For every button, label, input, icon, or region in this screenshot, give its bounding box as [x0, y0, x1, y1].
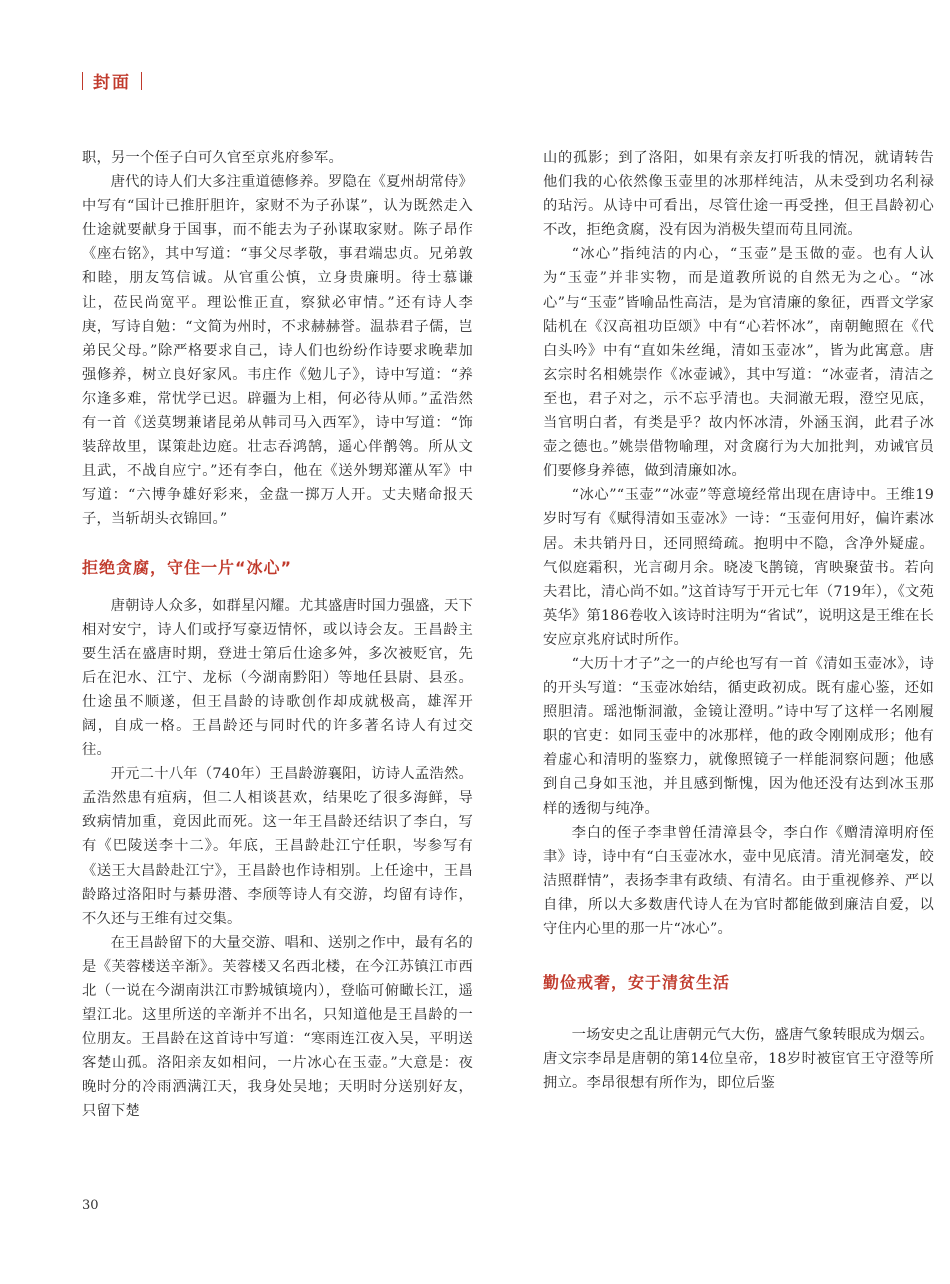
- paragraph-9: 一场安史之乱让唐朝元气大伤，盛唐气象转眼成为烟云。唐文宗李昂是唐朝的第14位皇帝，18岁时被宦官王守澄等所拥立。李昂很想有所作为，即位后鉴: [543, 1027, 935, 1092]
- paragraph-3: 开元二十八年（740年）王昌龄游襄阳，访诗人孟浩然。孟浩然患有疽病，但二人相谈甚欢，结果吃了很多海鲜，导致病情加重，竟因此而死。这一年王昌龄还结识了李白，写有《巴陵送李十二》。年底，王昌龄赴江宁任职，岑参写有《送王大昌龄赴江宁》，王昌龄也作诗相别。上任途中，王昌龄路过洛阳时与綦毋潜、李颀等诗人有交游，均留有诗作，不久还与王维有过交集。: [82, 766, 473, 927]
- paragraph-7: “大历十才子”之一的卢纶也写有一首《清如玉壶冰》，诗的开头写道：“玉壶冰始结，循吏政初成。既有虚心鉴，还如照胆清。瑶池惭洞澈，金镜让澄明。”诗中写了这样一名刚履职的官吏：如同玉壶中的冰那样，他的政令刚刚成形；他有着虚心和清明的鉴察力，就像照镜子一样能洞察问题；他感到自己身如玉池，并且感到惭愧，因为他还没有达到冰玉那样的透彻与纯净。: [543, 655, 934, 817]
- right-column: [543, 146, 934, 1095]
- paragraph-continued: 山的孤影；到了洛阳，如果有亲友打听我的情况，就请转告他们我的心依然像玉壶里的冰那样纯洁，从未受到功名利禄的玷污。从诗中可看出，尽管仕途一再受挫，但王昌龄初心不改，拒绝贪腐，没有因为消极失望而苟且同流。: [543, 150, 934, 239]
- paragraph-8: 李白的侄子李聿曾任清漳县令，李白作《赠清漳明府侄聿》诗，诗中有“白玉壶冰水，壶中见底清。清光洞毫发，皎洁照群情”，表扬李聿有政绩、有清名。由于重视修养、严以自律，所以大多数唐代诗人在为官时都能做到廉洁自爱，以守住内心里的那一片“冰心”。: [543, 824, 934, 937]
- section-header: [82, 68, 142, 93]
- paragraph-6: “冰心”“玉壶”“冰壶”等意境经常出现在唐诗中。王维19岁时写有《赋得清如玉壶冰》一诗：“玉壶何用好，偏许素冰居。未共销丹日，还同照绮疏。抱明中不隐，含净外疑虚。气似庭霜积，光言砌月余。晓凌飞鹊镜，宵映聚萤书。若向夫君比，清心尚不如。”这首诗写于开元七年（719年），《文苑英华》第186卷收入该诗时注明为“省试”，说明这是王维在长安应京兆府试时所作。: [543, 487, 934, 648]
- paragraph-4: 在王昌龄留下的大量交游、唱和、送别之作中，最有名的是《芙蓉楼送辛渐》。芙蓉楼又名西北楼，在今江苏镇江市西北（一说在今湖南洪江市黔城镇境内），登临可俯瞰长江，遥望江北。这里所送的辛渐并不出名，只知道他是王昌龄的一位朋友。王昌龄在这首诗中写道：“寒雨连江夜入吴，平明送客楚山孤。洛阳亲友如相问，一片冰心在玉壶。”大意是：夜晚时分的冷雨洒满江天，我身处吴地；天明时分送别好友，只留下楚: [82, 934, 474, 1120]
- left-column: [82, 146, 473, 1124]
- section-heading-2: 勤俭戒奢，安于清贫生活: [543, 973, 731, 993]
- paragraph-2: 唐朝诗人众多，如群星闪耀。尤其盛唐时国力强盛，天下相对安宁，诗人们或抒写豪迈情怀，或以诗会友。王昌龄主要生活在盛唐时期，登进士第后仕途多舛，多次被贬官，先后在汜水、江宁、龙标（今湖南黔阳）等地任县尉、县丞。仕途虽不顺遂，但王昌龄的诗歌创作却成就极高，雄浑开阔，自成一格。王昌龄还与同时代的许多著名诗人有过交往。: [82, 597, 474, 759]
- page-number: 30: [82, 1198, 99, 1213]
- section-heading-1: 拒绝贪腐，守住一片“冰心”: [82, 557, 293, 577]
- header-divider-right: [141, 72, 142, 90]
- paragraph-intro: 职，另一个侄子白可久官至京兆府参军。: [82, 150, 343, 166]
- header-divider-left: [82, 72, 83, 90]
- paragraph-1: 唐代的诗人们大多注重道德修养。罗隐在《夏州胡常侍》中写有“国计已推肝胆许，家财不为子孙谋”，认为既然走入仕途就要献身于国事，而不能去为子孙谋取家财。陈子昂作《座右铭》，其中写道：“事父尽孝敬，事君端忠贞。兄弟敦和睦，朋友笃信诚。从官重公慎，立身贵廉明。待士慕谦让，莅民尚宽平。理讼惟正直，察狱必审情。”还有诗人李庚，写诗自勉：“文简为州时，不求赫赫誉。温恭君子儒，岂弟民父母。”除严格要求自己，诗人们也纷纷作诗要求晚辈加强修养，树立良好家风。韦庄作《勉儿子》，诗中写道：“养尔逢多难，常忧学已迟。辟疆为上相，何必待从师。”孟浩然有一首《送莫甥兼诸昆弟从韩司马入西军》，诗中写道：“饰装辞故里，谋策赴边庭。壮志吞鸿鹄，遥心伴鹡鸰。所从文且武，不战自应宁。”还有李白，他在《送外甥郑灌从军》中写道：“六博争雄好彩来，金盘一掷万人开。丈夫赌命报天子，当斩胡头衣锦回。”: [82, 174, 474, 528]
- section-label: 封面: [93, 73, 131, 93]
- paragraph-5: “冰心”指纯洁的内心，“玉壶”是玉做的壶。也有人认为“玉壶”并非实物，而是道教所说的自然无为之心。“冰心”与“玉壶”皆喻品性高洁，是为官清廉的象征，西晋文学家陆机在《汉高祖功臣颂》中有“心若怀冰”，南朝鲍照在《代白头吟》中有“直如朱丝绳，清如玉壶冰”，皆为此寓意。唐玄宗时名相姚崇作《冰壶诫》，其中写道：“冰壶者，清洁之至也，君子对之，示不忘乎清也。夫洞澈无瑕，澄空见底，当官明白者，有类是乎？故内怀冰清，外涵玉润，此君子冰壶之德也。”姚崇借物喻理，对贪腐行为大加批判，劝诫官员们要修身养德，做到清廉如冰。: [543, 246, 934, 480]
